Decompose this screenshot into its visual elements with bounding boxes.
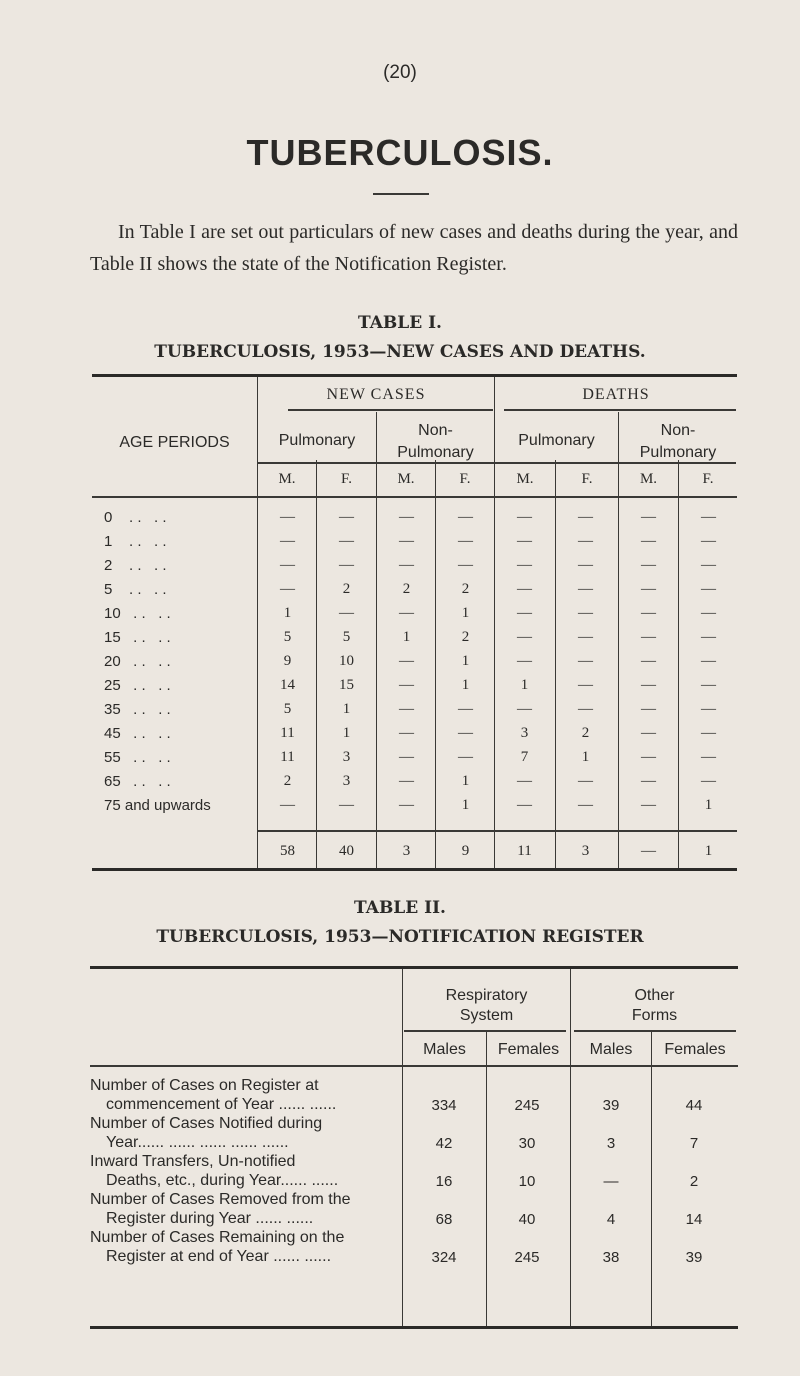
table1-cell: — bbox=[641, 509, 656, 525]
table2-cell: 39 bbox=[685, 1249, 703, 1266]
age-period-label: 25 . . . . bbox=[104, 677, 171, 694]
age-period-label: 1 . . . . bbox=[104, 533, 167, 550]
row-label bbox=[90, 1076, 390, 1114]
respiratory-line1: Respiratory bbox=[445, 987, 528, 1004]
row-label-line2: Deaths, etc., during Year...... ...... bbox=[106, 1172, 339, 1189]
table1-cell: 1 bbox=[342, 725, 351, 741]
row-label-line2: commencement of Year ...... ...... bbox=[106, 1096, 337, 1113]
table1-cell: — bbox=[701, 605, 716, 621]
table1-cell: 3 bbox=[342, 749, 351, 765]
non-pulmonary-line1: Non- bbox=[418, 422, 453, 439]
table1-cell: 15 bbox=[339, 677, 354, 693]
table2-cell: 42 bbox=[435, 1135, 453, 1152]
table1-cell: — bbox=[458, 749, 473, 765]
table1-cell: — bbox=[399, 509, 414, 525]
age-period-label: 2 . . . . bbox=[104, 557, 167, 574]
table1-cell: 1 bbox=[342, 701, 351, 717]
row-label-line2: Register during Year ...... ...... bbox=[106, 1210, 314, 1227]
table1-cell: — bbox=[578, 629, 593, 645]
table1-cell: — bbox=[339, 509, 354, 525]
table1-cell: — bbox=[641, 749, 656, 765]
table1-cell: — bbox=[701, 533, 716, 549]
table1-cell: — bbox=[701, 509, 716, 525]
table1-cell: — bbox=[701, 773, 716, 789]
table1-cell: 11 bbox=[280, 749, 295, 765]
table1-cell: — bbox=[458, 533, 473, 549]
age-periods-header: AGE PERIODS bbox=[119, 434, 230, 451]
table1-cell: — bbox=[701, 653, 716, 669]
page-number: (20) bbox=[383, 62, 417, 83]
table1-cell: — bbox=[578, 677, 593, 693]
row-label bbox=[90, 1114, 390, 1152]
non-pulmonary-line2: Pulmonary bbox=[397, 444, 474, 461]
table1-cell: — bbox=[701, 629, 716, 645]
table1-cell: — bbox=[517, 629, 532, 645]
table1-cell: — bbox=[578, 797, 593, 813]
table1-divider bbox=[92, 496, 737, 498]
table1-cell: — bbox=[339, 797, 354, 813]
table1-cell: — bbox=[458, 509, 473, 525]
table2-divider bbox=[574, 1030, 736, 1032]
table1-cell: 1 bbox=[402, 629, 411, 645]
row-label-line2: Year...... ...... ...... ...... ...... bbox=[106, 1134, 289, 1151]
table1-cell: — bbox=[578, 533, 593, 549]
table1-cell: — bbox=[339, 557, 354, 573]
table1-cell: 5 bbox=[342, 629, 351, 645]
table1-cell: 2 bbox=[342, 581, 351, 597]
age-period-label: 15 . . . . bbox=[104, 629, 171, 646]
table1-cell: — bbox=[458, 725, 473, 741]
age-period-label: 45 . . . . bbox=[104, 725, 171, 742]
table1-cell: — bbox=[399, 605, 414, 621]
table1-cell: — bbox=[339, 533, 354, 549]
table1-cell: — bbox=[517, 533, 532, 549]
table1-cell: — bbox=[399, 653, 414, 669]
table1-cell: 1 bbox=[461, 773, 470, 789]
table1-cell: 1 bbox=[283, 605, 292, 621]
table2-cell: 16 bbox=[435, 1173, 453, 1190]
table1-label: TABLE I. bbox=[358, 313, 442, 333]
row-label bbox=[90, 1152, 390, 1190]
table1-cell: — bbox=[641, 533, 656, 549]
col-male: M. bbox=[639, 471, 658, 487]
table2-cell: 245 bbox=[514, 1249, 540, 1266]
table1-cell: — bbox=[701, 725, 716, 741]
table1-cell: — bbox=[280, 533, 295, 549]
row-label-line2: Register at end of Year ...... ...... bbox=[106, 1248, 332, 1265]
col-females: Females bbox=[497, 1041, 560, 1058]
col-female: F. bbox=[702, 471, 714, 487]
table2-cell: 2 bbox=[689, 1173, 699, 1190]
table2-cell: 14 bbox=[685, 1211, 703, 1228]
other-forms-header bbox=[571, 986, 738, 1026]
table1-cell: — bbox=[701, 749, 716, 765]
table1-cell: — bbox=[701, 581, 716, 597]
col-female: F. bbox=[341, 471, 352, 487]
table1-cell: 3 bbox=[342, 773, 351, 789]
table1-cell: — bbox=[641, 773, 656, 789]
table1-caption: TUBERCULOSIS, 1953—NEW CASES AND DEATHS. bbox=[154, 342, 646, 362]
table1-cell: — bbox=[458, 557, 473, 573]
table1-cell: — bbox=[641, 557, 656, 573]
table1-cell: — bbox=[641, 653, 656, 669]
table1-divider bbox=[288, 409, 493, 411]
table1-cell: 2 bbox=[283, 773, 292, 789]
table1-cell: — bbox=[280, 581, 295, 597]
row-label-line1: Number of Cases on Register at bbox=[90, 1077, 319, 1094]
table2-cell: 30 bbox=[518, 1135, 536, 1152]
table1-cell: — bbox=[641, 605, 656, 621]
table1-total-cell: 3 bbox=[402, 843, 411, 859]
table1-cell: 1 bbox=[581, 749, 590, 765]
table1-cell: — bbox=[458, 701, 473, 717]
table1-cell: — bbox=[399, 557, 414, 573]
age-period-label: 35 . . . . bbox=[104, 701, 171, 718]
table1-cell: — bbox=[701, 557, 716, 573]
pulmonary-header: Pulmonary bbox=[278, 432, 356, 449]
table1-cell: 1 bbox=[461, 797, 470, 813]
deaths-header: DEATHS bbox=[582, 386, 650, 403]
table2-divider bbox=[404, 1030, 566, 1032]
table1-cell: 9 bbox=[283, 653, 292, 669]
table2-cell: 40 bbox=[518, 1211, 536, 1228]
table1-cell: 3 bbox=[520, 725, 529, 741]
table1-total-cell: 11 bbox=[517, 843, 532, 859]
row-label-line1: Inward Transfers, Un-notified bbox=[90, 1153, 296, 1170]
table2-top-rule bbox=[90, 966, 738, 969]
table2-divider bbox=[651, 1032, 652, 1326]
col-males: Males bbox=[589, 1041, 633, 1058]
table1-cell: — bbox=[578, 701, 593, 717]
table2-cell: 334 bbox=[431, 1097, 457, 1114]
col-male: M. bbox=[397, 471, 415, 487]
table1-cell: 2 bbox=[581, 725, 590, 741]
table1-cell: — bbox=[578, 605, 593, 621]
row-label bbox=[90, 1228, 390, 1266]
col-male: M. bbox=[278, 471, 296, 487]
title-underline bbox=[373, 193, 429, 195]
table1-total-cell: — bbox=[641, 843, 656, 859]
table1-total-cell: 3 bbox=[581, 843, 590, 859]
table2-cell: 4 bbox=[606, 1211, 616, 1228]
table2-cell: 7 bbox=[689, 1135, 699, 1152]
table1-cell: 5 bbox=[283, 629, 292, 645]
table2-caption: TUBERCULOSIS, 1953—NOTIFICATION REGISTER bbox=[156, 927, 644, 947]
table1-cell: 5 bbox=[283, 701, 292, 717]
table1-total-cell: 40 bbox=[339, 843, 354, 859]
table1-cell: — bbox=[399, 749, 414, 765]
intro-paragraph: In Table I are set out particulars of new cases and deaths during the year, and Table II shows the state of the Notification Register. bbox=[90, 221, 738, 275]
table1-cell: — bbox=[339, 605, 354, 621]
age-period-label: 10 . . . . bbox=[104, 605, 171, 622]
table1-cell: — bbox=[399, 773, 414, 789]
age-period-label: 65 . . . . bbox=[104, 773, 171, 790]
row-label bbox=[90, 1190, 390, 1228]
table1-cell: 1 bbox=[461, 677, 470, 693]
table1-cell: — bbox=[280, 557, 295, 573]
table1-cell: — bbox=[578, 581, 593, 597]
table1-cell: — bbox=[517, 557, 532, 573]
non-pulmonary-header bbox=[377, 420, 494, 464]
table2-divider bbox=[90, 1065, 738, 1067]
non-pulmonary-line1: Non- bbox=[660, 422, 696, 439]
non-pulmonary-line2: Pulmonary bbox=[639, 444, 717, 461]
table2-cell: 38 bbox=[602, 1249, 620, 1266]
respiratory-line2: System bbox=[459, 1007, 514, 1024]
age-period-label: 55 . . . . bbox=[104, 749, 171, 766]
table1-cell: — bbox=[280, 509, 295, 525]
table2-cell: 68 bbox=[435, 1211, 453, 1228]
table2-cell: 3 bbox=[606, 1135, 616, 1152]
col-females: Females bbox=[664, 1041, 726, 1058]
table1-cell: — bbox=[517, 653, 532, 669]
table1-cell: — bbox=[517, 773, 532, 789]
table1-cell: 2 bbox=[461, 581, 470, 597]
table1-cell: — bbox=[701, 701, 716, 717]
table2-bottom-rule bbox=[90, 1326, 738, 1329]
age-period-label: 20 . . . . bbox=[104, 653, 171, 670]
respiratory-system-header bbox=[403, 986, 570, 1026]
table2-label: TABLE II. bbox=[354, 898, 446, 918]
table1-cell: — bbox=[578, 557, 593, 573]
new-cases-header: NEW CASES bbox=[326, 386, 426, 403]
other-forms-line2: Forms bbox=[631, 1007, 678, 1024]
table1-total-cell: 9 bbox=[461, 843, 470, 859]
table2-cell: 10 bbox=[518, 1173, 536, 1190]
table1-cell: — bbox=[399, 533, 414, 549]
table1-cell: — bbox=[701, 677, 716, 693]
table1-cell: — bbox=[641, 629, 656, 645]
other-forms-line1: Other bbox=[634, 987, 675, 1004]
table1-cell: 1 bbox=[704, 797, 713, 813]
table1-cell: — bbox=[399, 677, 414, 693]
table1-cell: — bbox=[641, 677, 656, 693]
table1-cell: — bbox=[641, 797, 656, 813]
table1-cell: — bbox=[641, 701, 656, 717]
table1-cell: — bbox=[517, 797, 532, 813]
table1-cell: — bbox=[578, 773, 593, 789]
table1-cell: 14 bbox=[280, 677, 295, 693]
col-female: F. bbox=[459, 471, 471, 487]
age-period-label: 0 . . . . bbox=[104, 509, 167, 526]
table1-cell: — bbox=[399, 797, 414, 813]
table1-cell: 2 bbox=[402, 581, 411, 597]
table1-cell: 7 bbox=[520, 749, 529, 765]
table2-cell: 245 bbox=[514, 1097, 540, 1114]
pulmonary-header: Pulmonary bbox=[518, 432, 595, 449]
table1-divider bbox=[258, 830, 737, 832]
table2-cell: — bbox=[603, 1173, 619, 1190]
col-male: M. bbox=[516, 471, 534, 487]
table1-bottom-rule bbox=[92, 868, 737, 871]
page-title: TUBERCULOSIS. bbox=[246, 132, 554, 173]
table1-cell: — bbox=[517, 581, 532, 597]
table1-divider bbox=[504, 409, 736, 411]
table1-total-cell: 58 bbox=[280, 843, 295, 859]
table1-cell: 1 bbox=[461, 605, 470, 621]
non-pulmonary-header bbox=[619, 420, 737, 464]
table1-cell: 11 bbox=[280, 725, 295, 741]
table1-cell: — bbox=[399, 701, 414, 717]
table2-cell: 39 bbox=[602, 1097, 620, 1114]
table1-top-rule bbox=[92, 374, 737, 377]
table1-cell: 1 bbox=[520, 677, 529, 693]
table1-cell: — bbox=[641, 581, 656, 597]
col-female: F. bbox=[581, 471, 593, 487]
table2-cell: 324 bbox=[431, 1249, 457, 1266]
table1-cell: — bbox=[517, 701, 532, 717]
table1-cell: 10 bbox=[339, 653, 354, 669]
age-period-label: 5 . . . . bbox=[104, 581, 167, 598]
age-period-label: 75 and upwards bbox=[104, 797, 211, 814]
table1-cell: 1 bbox=[461, 653, 470, 669]
row-label-line1: Number of Cases Removed from the bbox=[90, 1191, 351, 1208]
table2 bbox=[90, 966, 738, 1332]
col-males: Males bbox=[423, 1041, 466, 1058]
table1-total-cell: 1 bbox=[704, 843, 713, 859]
table1-cell: 2 bbox=[461, 629, 470, 645]
table1-cell: — bbox=[399, 725, 414, 741]
table1-cell: — bbox=[280, 797, 295, 813]
table1-cell: — bbox=[517, 605, 532, 621]
table2-cell: 44 bbox=[685, 1097, 703, 1114]
table1 bbox=[92, 374, 737, 872]
table1-cell: — bbox=[578, 653, 593, 669]
table1-cell: — bbox=[578, 509, 593, 525]
row-label-line1: Number of Cases Remaining on the bbox=[90, 1229, 345, 1246]
row-label-line1: Number of Cases Notified during bbox=[90, 1115, 323, 1132]
table1-cell: — bbox=[641, 725, 656, 741]
table1-cell: — bbox=[517, 509, 532, 525]
